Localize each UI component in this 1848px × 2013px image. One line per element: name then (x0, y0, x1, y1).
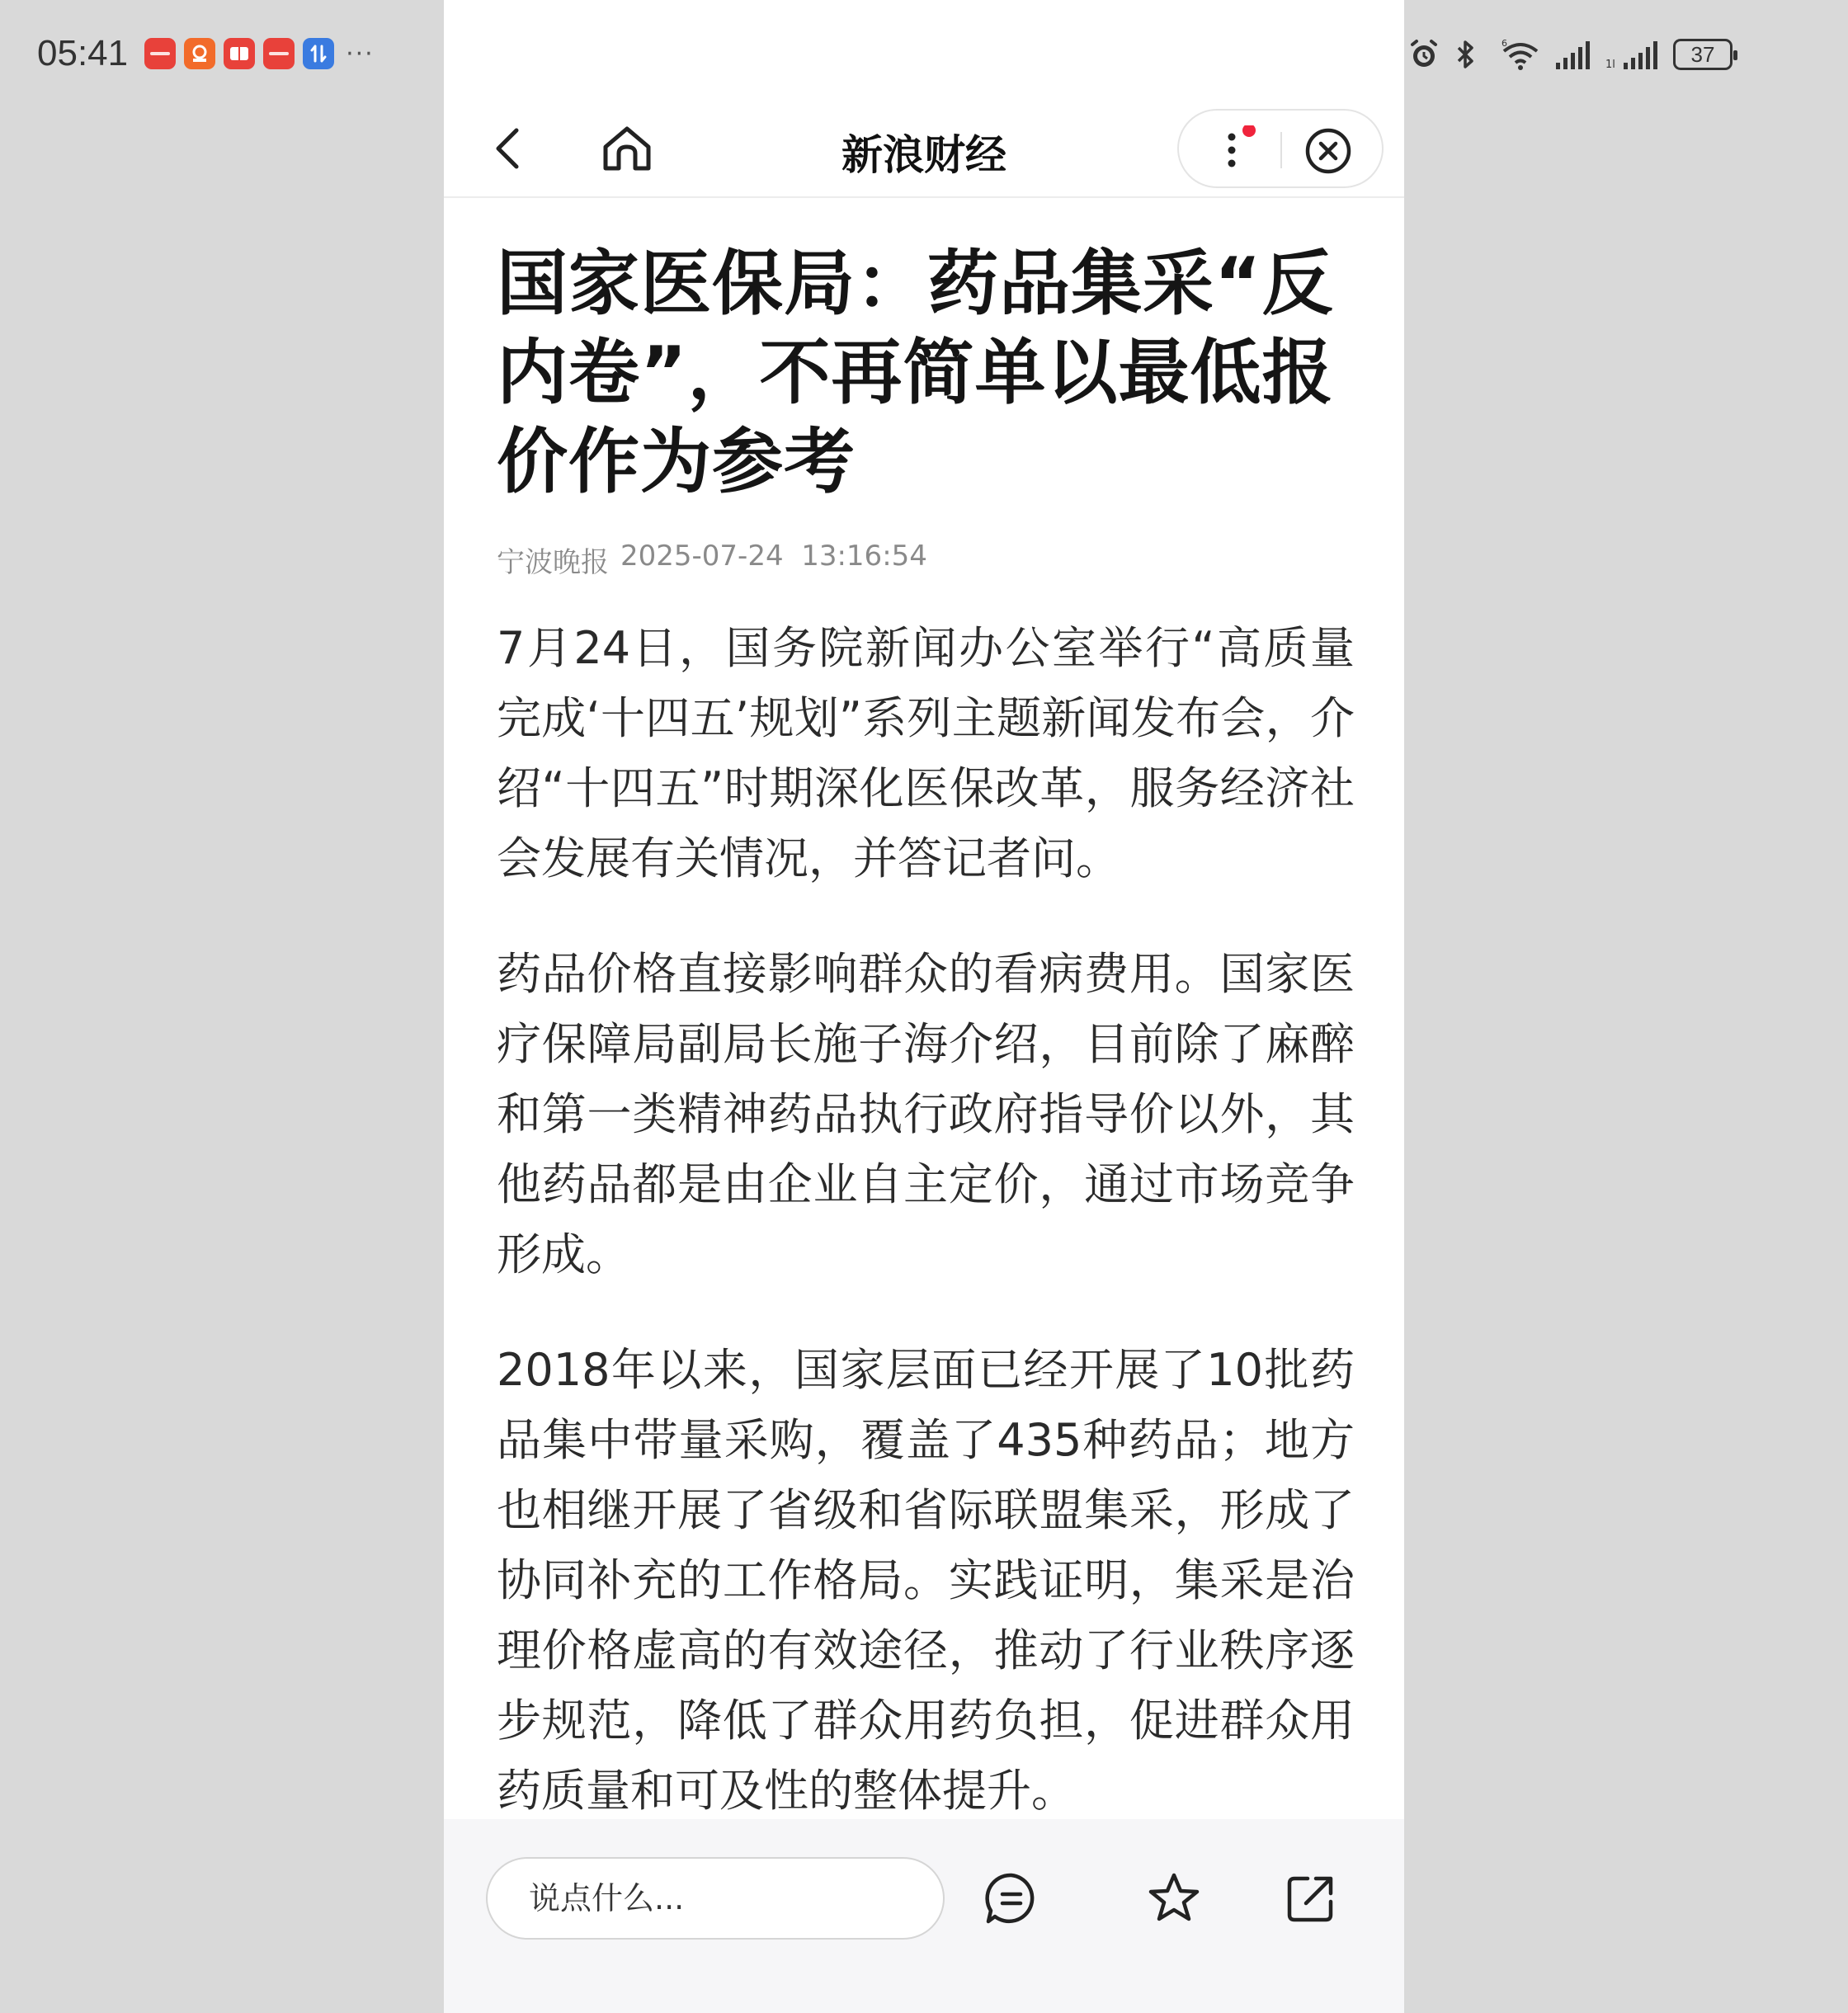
more-vertical-icon (1212, 125, 1261, 175)
huawei-app-icon (144, 38, 176, 69)
signal-label: 6 (1502, 38, 1507, 49)
share-button[interactable] (1283, 1870, 1339, 1926)
star-icon (1146, 1870, 1202, 1926)
status-bar-right (1407, 33, 1732, 76)
alarm-icon (1407, 38, 1440, 71)
article-meta (497, 540, 1355, 580)
more-notifications-icon: ··· (346, 39, 375, 68)
article-content (497, 239, 1355, 1826)
favorite-button[interactable] (1146, 1870, 1202, 1926)
comments-button[interactable] (983, 1870, 1040, 1926)
share-icon (1283, 1870, 1339, 1926)
article-page (444, 0, 1404, 2013)
article-source[interactable]: 宁波晚报 (497, 546, 609, 579)
comment-input[interactable] (488, 1859, 943, 1938)
page-title: 新浪财经 (842, 131, 1006, 179)
status-bar-left (37, 30, 375, 78)
battery-indicator: 37 (1673, 39, 1732, 70)
svg-text:1l: 1l (1605, 59, 1615, 71)
more-options-button[interactable] (1212, 125, 1261, 175)
transfer-app-icon (303, 38, 334, 69)
article-headline: 国家医保局：药品集采“反内卷”，不再简单以最低报价作为参考 (497, 243, 1334, 503)
top-navigation-bar (444, 99, 1404, 198)
clock: 05:41 (37, 33, 129, 73)
close-button[interactable] (1304, 127, 1352, 175)
close-circle-icon (1304, 127, 1352, 175)
huawei-app-icon (263, 38, 295, 69)
wifi-icon (1500, 38, 1541, 71)
mail-app-icon (224, 38, 255, 69)
comment-bubble-icon (983, 1870, 1040, 1926)
article-paragraph: 2018年以来，国家层面已经开展了10批药品集中带量采购，覆盖了435种药品；地方也相继开展了省级和省际联盟集采，形成了协同补充的工作格局。实践证明，集采是治理价格虚高的有效途径，推动了行业秩序逐步规范，降低了群众用药负担，促进群众用药质量和可及性的整体提升。 (497, 1344, 1355, 1817)
bottom-action-bar (444, 1819, 1404, 2013)
bluetooth-icon (1454, 38, 1487, 71)
mini-program-capsule (1177, 109, 1384, 188)
cell-signal-2-icon (1605, 38, 1660, 71)
article-paragraph: 7月24日，国务院新闻办公室举行“高质量完成‘十四五’规划”系列主题新闻发布会，介绍“十四五”时期深化医保改革，服务经济社会发展有关情况，并答记者问。 (497, 622, 1355, 884)
article-paragraph: 药品价格直接影响群众的看病费用。国家医疗保障局副局长施子海介绍，目前除了麻醉和第一类精神药品执行政府指导价以外，其他药品都是由企业自主定价，通过市场竞争形成。 (497, 948, 1355, 1280)
comment-box[interactable] (486, 1857, 945, 1940)
notification-dot (1242, 125, 1256, 137)
article-datetime: 2025-07-24 13:16:54 (620, 540, 927, 573)
capsule-divider (1280, 132, 1282, 168)
cell-signal-1-icon (1554, 38, 1592, 71)
photo-app-icon (184, 38, 215, 69)
